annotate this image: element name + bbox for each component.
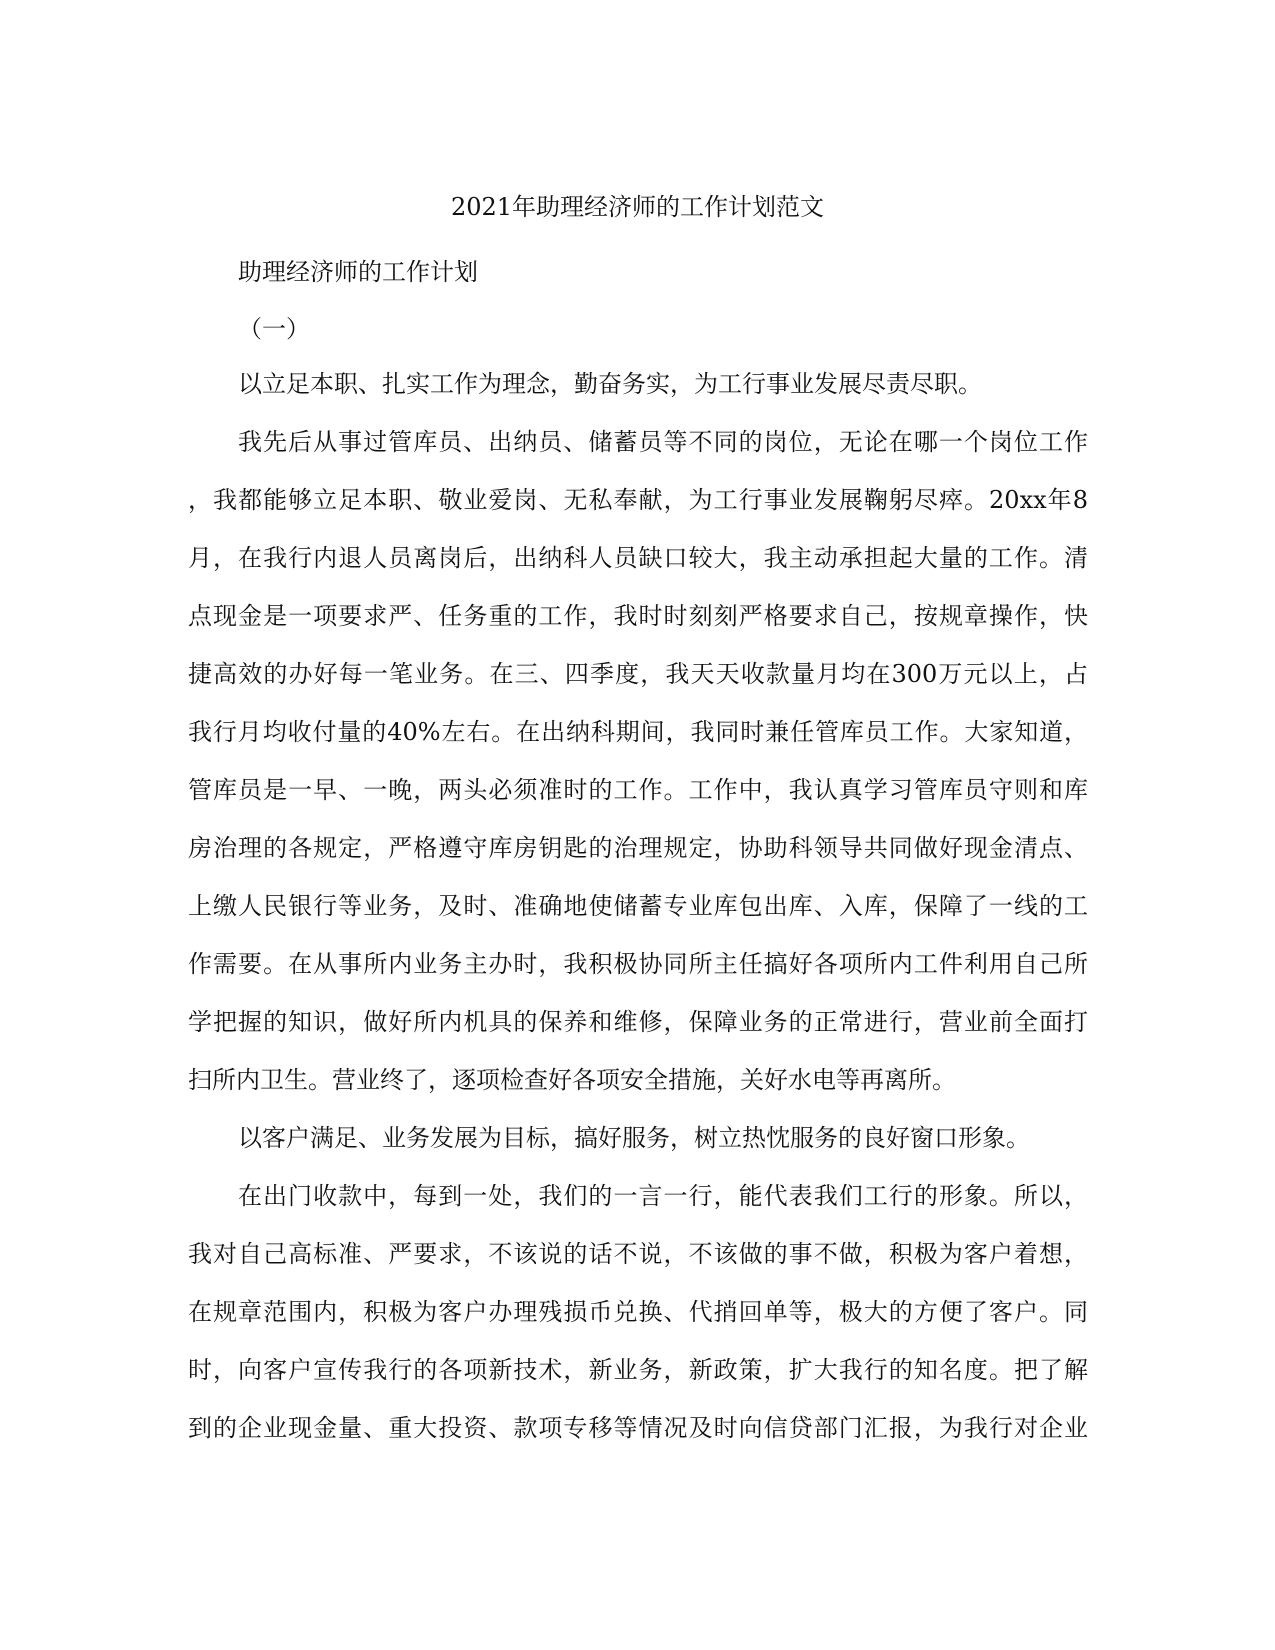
section-label: （一） — [238, 315, 310, 343]
paragraph-line: ，我都能够立足本职、敬业爱岗、无私奉献，为工行事业发展鞠躬尽瘁。20xx年8 — [188, 486, 1088, 514]
paragraph-line: 我先后从事过管库员、出纳员、储蓄员等不同的岗位，无论在哪一个岗位工作 — [238, 428, 1088, 456]
document-body — [188, 355, 1088, 1457]
paragraph-line: 在规章范围内，积极为客户办理残损币兑换、代捎回单等，极大的方便了客户。同 — [188, 1298, 1088, 1326]
paragraph-line: 时，向客户宣传我行的各项新技术，新业务，新政策，扩大我行的知名度。把了解 — [188, 1356, 1088, 1384]
paragraph-line: 上缴人民银行等业务，及时、准确地使储蓄专业库包出库、入库，保障了一线的工 — [188, 892, 1088, 920]
paragraph-line: 以客户满足、业务发展为目标，搞好服务，树立热忱服务的良好窗口形象。 — [238, 1124, 1030, 1152]
paragraph-line: 到的企业现金量、重大投资、款项专移等情况及时向信贷部门汇报，为我行对企业 — [188, 1414, 1088, 1442]
paragraph-line: 管库员是一早、一晚，两头必须准时的工作。工作中，我认真学习管库员守则和库 — [188, 776, 1088, 804]
paragraph-line: 房治理的各规定，严格遵守库房钥匙的治理规定，协助科领导共同做好现金清点、 — [188, 834, 1088, 862]
paragraph-line: 点现金是一项要求严、任务重的工作，我时时刻刻严格要求自己，按规章操作，快 — [188, 602, 1088, 630]
document-title: 2021年助理经济师的工作计划范文 — [450, 193, 825, 221]
section-heading: 助理经济师的工作计划 — [238, 258, 478, 286]
paragraph-line: 捷高效的办好每一笔业务。在三、四季度，我天天收款量月均在300万元以上，占 — [188, 660, 1088, 688]
paragraph-line: 我行月均收付量的40%左右。在出纳科期间，我同时兼任管库员工作。大家知道， — [188, 718, 1088, 746]
paragraph-line: 扫所内卫生。营业终了，逐项检查好各项安全措施，关好水电等再离所。 — [188, 1066, 956, 1094]
paragraph-line: 以立足本职、扎实工作为理念，勤奋务实，为工行事业发展尽责尽职。 — [238, 370, 982, 398]
paragraph-line: 在出门收款中，每到一处，我们的一言一行，能代表我们工行的形象。所以， — [238, 1182, 1088, 1210]
paragraph-line: 月，在我行内退人员离岗后，出纳科人员缺口较大，我主动承担起大量的工作。清 — [188, 544, 1088, 572]
paragraph-line: 学把握的知识，做好所内机具的保养和维修，保障业务的正常进行，营业前全面打 — [188, 1008, 1088, 1036]
paragraph-line: 我对自己高标准、严要求，不该说的话不说，不该做的事不做，积极为客户着想， — [188, 1240, 1088, 1268]
paragraph-line: 作需要。在从事所内业务主办时，我积极协同所主任搞好各项所内工件利用自己所 — [188, 950, 1088, 978]
